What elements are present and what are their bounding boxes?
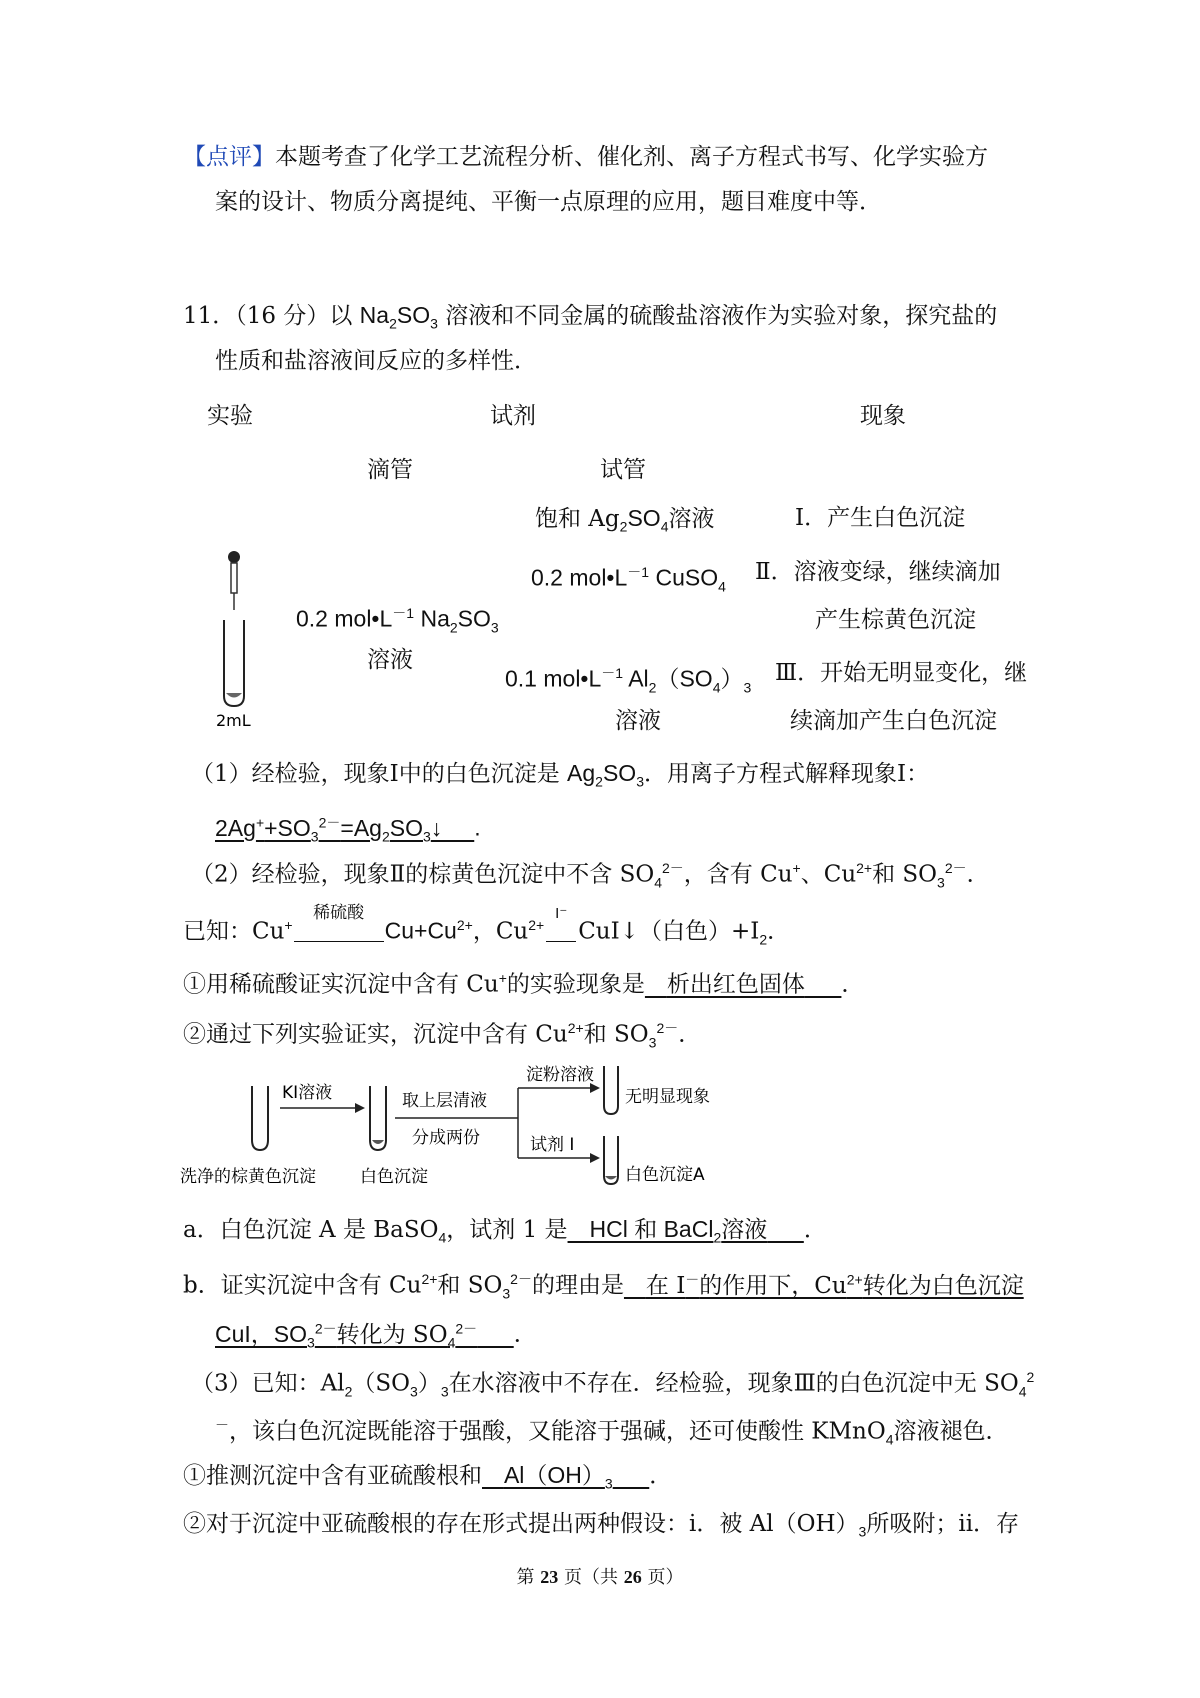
phenomenon-2b: 产生棕黄色沉淀 [815,607,976,633]
svg-text:白色沉淀: 白色沉淀 [360,1167,428,1187]
page-number: 23 [540,1567,559,1587]
qb-line-1: b．证实沉淀中含有 $Cu^{2+}$和 $SO_3^{2-}$的理由是 在 I－的作用下，$Cu^{2+}$转化为白色沉淀 [183,1271,1024,1302]
svg-text:淀粉溶液: 淀粉溶液 [526,1065,594,1085]
review-line-1: 【点评】本题考查了化学工艺流程分析、催化剂、离子方程式书写、化学实验方 [183,144,988,170]
tube-reagent-1: 饱和 $Ag_2SO_4$溶液 [535,505,715,535]
svg-text:KI溶液: KI溶液 [282,1083,333,1103]
phenomenon-1: Ⅰ．产生白色沉淀 [795,505,966,531]
svg-text:取上层清液: 取上层清液 [402,1091,487,1111]
q1-text: （1）经检验，现象Ⅰ中的白色沉淀是 $Ag_2SO_3$．用离子方程式解释现象Ⅰ： [191,760,930,790]
qb-line-2: CuI，$SO_3^{2-}$转化为 $SO_4^{2-}$ ． [215,1320,537,1351]
qa-line: a．白色沉淀 A 是 BaSO$_4$，试剂 1 是 HCl 和 BaCl$_2$溶液 ． [183,1216,827,1246]
q1-answer: $2Ag^++SO_3^{2-}=Ag_2SO_3↓$ . [215,814,481,845]
header-reagent: 试剂 [490,403,536,429]
svg-text:2mL: 2mL [216,711,251,728]
phenomenon-3a: Ⅲ．开始无明显变化，继 [775,660,1028,686]
q11-intro-2: 性质和盐溶液间反应的多样性． [215,348,537,374]
review-line-2: 案的设计、物质分离提纯、平衡一点原理的应用，题目难度中等． [215,189,882,215]
dropper-tube-icon [210,548,270,728]
page-footer: 第 23 页（共 26 页） [516,1567,684,1588]
header-experiment: 实验 [207,403,253,429]
tube-reagent-3b: 溶液 [615,708,661,734]
header-tube: 试管 [600,457,646,483]
phenomenon-3b: 续滴加产生白色沉淀 [790,708,997,734]
tube-reagent-2: 0.2 $mol•L^{-1}$ CuSO$_4$ [531,564,726,595]
q2-step1: ①用稀硫酸证实沉淀中含有 Cu+的实验现象是 析出红色固体 ． [183,970,865,998]
svg-text:试剂 I: 试剂 I [530,1135,575,1155]
tube-reagent-3: 0.1 $mol•L^{-1}$ $Al_2(SO_4)_3$ [505,665,752,696]
q3-line-1: （3）已知：$Al_2(SO_3)_3$在水溶液中不存在．经检验，现象Ⅲ的白色沉淀中无 $SO_4^2$ [191,1369,1035,1400]
q3-step1: ①推测沉淀中含有亚硫酸根和 $Al(OH)_3$ ． [183,1462,673,1492]
flow-diagram [180,1058,770,1193]
q3-step2: ②对于沉淀中亚硫酸根的存在形式提出两种假设：i．被 $Al(OH)_3$所吸附；ii．存 [183,1511,1020,1540]
q2-known: 已知：Cu+ 稀硫酸 $Cu+Cu^{2+}$，$Cu^{2+}$ I⁻ CuI↓（白色）$+I_2$． [183,902,791,948]
svg-text:无明显现象: 无明显现象 [625,1087,710,1107]
q11-intro: 11．（16 分）以 $Na_2SO_3$ 溶液和不同金属的硫酸盐溶液作为实验对象，探究盐的 [183,302,998,332]
svg-text:洗净的棕黄色沉淀: 洗净的棕黄色沉淀 [180,1167,316,1187]
q3-line-2: －，该白色沉淀既能溶于强酸，又能溶于强碱，还可使酸性 KMnO$_4$溶液褪色． [215,1417,1009,1448]
phenomenon-2a: Ⅱ．溶液变绿，继续滴加 [755,559,1001,585]
q2-step2: ②通过下列实验证实，沉淀中含有 $Cu^{2+}$和 $SO_3^{2-}$． [183,1020,702,1051]
header-dropper: 滴管 [367,457,413,483]
q2-text: （2）经检验，现象Ⅱ的棕黄色沉淀中不含 $SO_4^{2-}$，含有 Cu+、$Cu^{2+}$和 $SO_3^{2-}$． [191,860,990,891]
page-total: 26 [623,1567,642,1587]
dropper-reagent: 0.2 $mol•L^{-1}$ $Na_2SO_3$ [296,605,499,636]
dropper-reagent-2: 溶液 [367,647,413,673]
review-tag: 【点评】 [183,144,275,170]
svg-text:白色沉淀A: 白色沉淀A [625,1165,705,1185]
svg-text:分成两份: 分成两份 [412,1128,480,1148]
header-phenomenon: 现象 [860,403,906,429]
